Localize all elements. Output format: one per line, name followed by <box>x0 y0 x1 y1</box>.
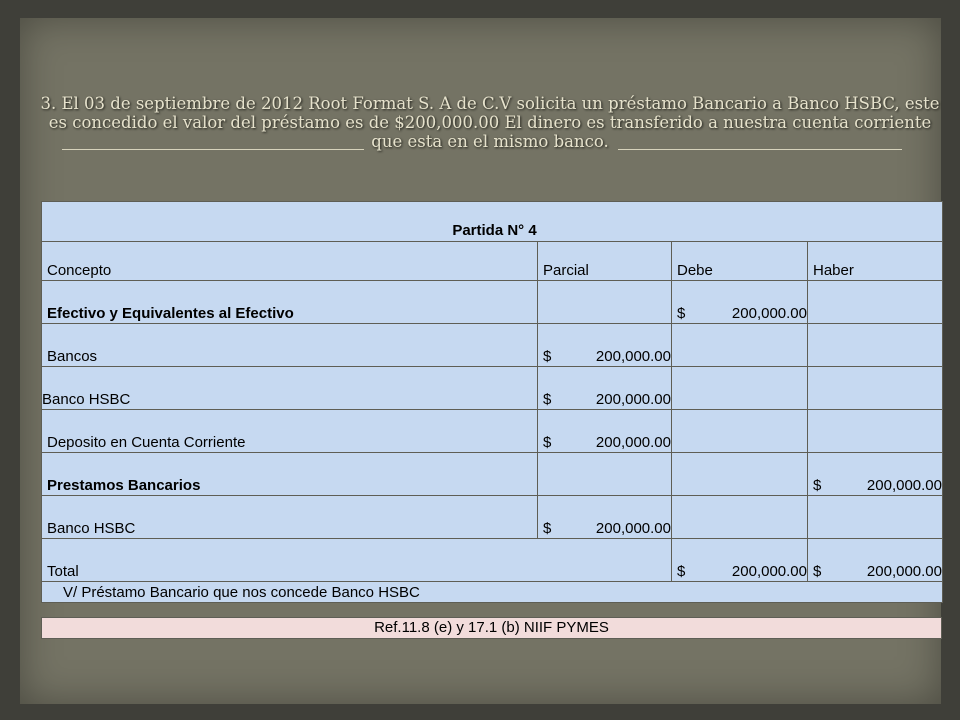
row-parcial <box>538 324 672 367</box>
total-debe <box>672 539 808 582</box>
row-haber <box>808 281 943 324</box>
row-haber <box>808 496 943 539</box>
row-concepto: Efectivo y Equivalentes al Efectivo <box>42 281 538 324</box>
amount: 200,000.00 <box>595 434 671 451</box>
currency-symbol: $ <box>813 563 822 580</box>
title-underline-right <box>618 149 902 150</box>
row-parcial <box>538 367 672 410</box>
table-row <box>42 453 943 496</box>
entry-description: V/ Préstamo Bancario que nos concede Banco HSBC <box>42 582 943 603</box>
table-heading-row <box>42 202 943 242</box>
row-parcial <box>538 281 672 324</box>
row-parcial <box>538 496 672 539</box>
row-haber <box>808 324 943 367</box>
title-underline-left <box>62 149 364 150</box>
total-haber <box>808 539 943 582</box>
currency-symbol: $ <box>543 434 552 451</box>
row-concepto: Bancos <box>42 324 538 367</box>
row-parcial <box>538 453 672 496</box>
total-row <box>42 539 943 582</box>
title-line-1: 3. El 03 de septiembre de 2012 Root Format S. A de C.V solicita un préstamo Bancario a Banco HSBC, este <box>40 94 940 113</box>
currency-symbol: $ <box>543 520 552 537</box>
total-label: Total <box>42 539 672 582</box>
amount: 200,000.00 <box>731 305 807 322</box>
table-row <box>42 281 943 324</box>
row-debe <box>672 324 808 367</box>
row-haber <box>808 453 943 496</box>
amount: 200,000.00 <box>595 520 671 537</box>
column-header-haber: Haber <box>808 242 943 281</box>
column-header-concepto: Concepto <box>42 242 538 281</box>
row-concepto: Deposito en Cuenta Corriente <box>42 410 538 453</box>
currency-symbol: $ <box>677 563 686 580</box>
row-haber <box>808 410 943 453</box>
amount: 200,000.00 <box>595 348 671 365</box>
row-concepto: Banco HSBC <box>42 367 538 410</box>
table-row <box>42 324 943 367</box>
table-row <box>42 496 943 539</box>
currency-symbol: $ <box>543 348 552 365</box>
column-header-debe: Debe <box>672 242 808 281</box>
currency-symbol: $ <box>813 477 822 494</box>
amount: 200,000.00 <box>866 477 942 494</box>
row-debe <box>672 367 808 410</box>
row-haber <box>808 367 943 410</box>
partida-heading: Partida N° 4 <box>42 202 943 242</box>
amount: 200,000.00 <box>866 563 942 580</box>
row-debe <box>672 410 808 453</box>
column-header-row <box>42 242 943 281</box>
row-concepto: Prestamos Bancarios <box>42 453 538 496</box>
journal-entry-table <box>41 201 943 603</box>
reference-box: Ref.11.8 (e) y 17.1 (b) NIIF PYMES <box>41 617 942 639</box>
note-row <box>42 582 943 603</box>
table-row <box>42 410 943 453</box>
row-debe <box>672 496 808 539</box>
slide-title <box>38 94 942 151</box>
row-debe <box>672 453 808 496</box>
currency-symbol: $ <box>543 391 552 408</box>
row-parcial <box>538 410 672 453</box>
table-row <box>42 367 943 410</box>
title-line-2: es concedido el valor del préstamo es de $200,000.00 El dinero es transferido a nuestra cuenta corriente <box>48 113 932 132</box>
row-debe <box>672 281 808 324</box>
amount: 200,000.00 <box>731 563 807 580</box>
title-line-3: que esta en el mismo banco. <box>371 132 609 151</box>
column-header-parcial: Parcial <box>538 242 672 281</box>
currency-symbol: $ <box>677 305 686 322</box>
row-concepto: Banco HSBC <box>42 496 538 539</box>
amount: 200,000.00 <box>595 391 671 408</box>
